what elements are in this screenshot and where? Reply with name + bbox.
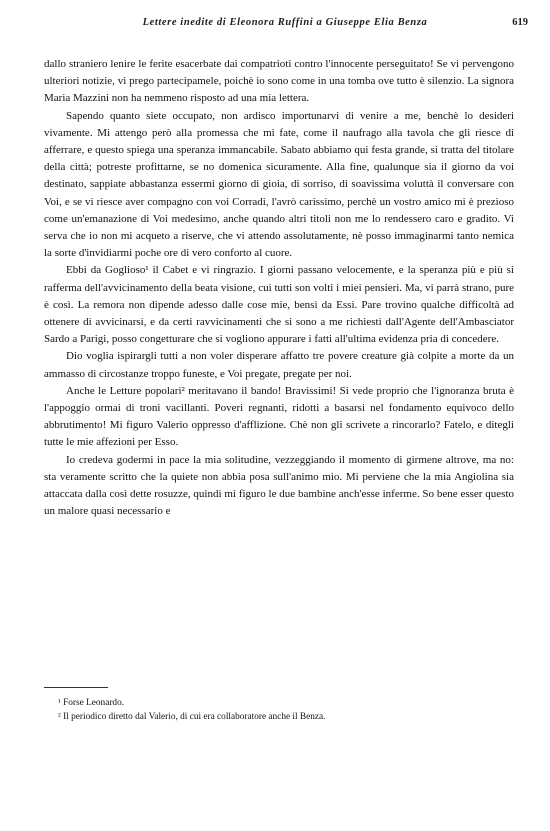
- running-title: Lettere inedite di Eleonora Ruffini a Giuseppe Elia Benza: [142, 17, 428, 28]
- page-number: 619: [512, 17, 528, 28]
- paragraph-2: Sapendo quanto siete occupato, non ardisco importunarvi di venire a me, benchè lo desideri vivamente. Mi attengo però alla promessa che mi fate, come il naufrago alla tavola che gli riesce di afferrare, e questo spiega una speranza immancabile. Sabato abbiamo qui festa grande, si tratta del titolare della città; potreste profittarne, se no domenica sicuramente. Alla fine, qualunque sia il giorno da voi destinato, sappiate abbastanza essermi giorno di gioia, di sorriso, di soavissima voluttà il conversare con Voi, e se vi riesce aver compagno con voi Corradi, l'avrò carissimo, perchè un vostro amico mi è prezioso come un'emanazione di Voi medesimo, anche quando altri titoli non me lo rendessero caro e gradito. Vi serva che io non mi acqueto a riserve, che vi attendo assolutamente, nè posso immaginarmi tanto nemica la sorte d'invidiarmi poche ore di vero conforto al cuore.: [44, 109, 514, 260]
- paragraph-4: Dio voglia ispirargli tutti a non voler disperare affatto tre povere creature già colpite a morte da un ammasso di circostanze troppo funeste, e Voi pregate, pregate per noi.: [44, 350, 514, 380]
- footnote-divider: [44, 687, 108, 688]
- footnotes: [44, 696, 514, 724]
- paragraph-6: Io credeva godermi in pace la mia solitudine, vezzeggiando il momento di girmene altrove, ma no: sta veramente scritto che la quiete non abbia posa sull'animo mio. Mi perviene che la mia Angiolina sia attaccata dalla così dette rosuzze, quindi mi figuro le due bambine anch'esse inferme. So bene esser questo un malore quasi necessario e: [44, 453, 514, 518]
- footnote-2: ² Il periodico diretto dal Valerio, di cui era collaboratore anche il Benza.: [58, 712, 326, 722]
- paragraph-1: dallo straniero lenire le ferite esacerbate dai compatrioti contro l'innocente perseguitato! Se vi pervengono ulteriori notizie, vi prego partecipamele, poichè io sono come in una tomba ove tutto è silenzio. La signora Maria Mazzini non ha nemmeno risposto ad una mia lettera.: [44, 58, 514, 105]
- paragraph-5: Anche le Letture popolari² meritavano il bando! Bravissimi! Si vede proprio che l'ignoranza bruta è l'appoggio ormai di troni vacillanti. Poveri regnanti, ridotti a basarsi nel fondamento equivoco dello abbrutimento! Mi figuro Valerio oppresso d'afflizione. Chè non gli scrivete a rincorarlo? Fatelo, e ditegli tutte le mie affezioni per Esso.: [44, 384, 514, 449]
- letter-body: [44, 56, 514, 520]
- paragraph-3: Ebbi da Goglioso¹ il Cabet e vi ringrazio. I giorni passano velocemente, e la speranza più e più si rafferma dell'avvicinamento della beata visione, cui tutti son volti i miei pensieri. Ma, vi parrà strano, pure è così. La remora non dipende adesso dalle cose mie, bensì da Essi. Pare trovino qualche difficoltà ad ottenere di avvicinarsi, e da certi ravvicinamenti che si sono a me richiesti dall'Agente dell'Ambasciator Sardo a Parigi, posso congetturare che si vogliono appurare i fatti all'ultima evidenza pria di concedere.: [44, 264, 514, 346]
- footnote-1: ¹ Forse Leonardo.: [58, 698, 125, 708]
